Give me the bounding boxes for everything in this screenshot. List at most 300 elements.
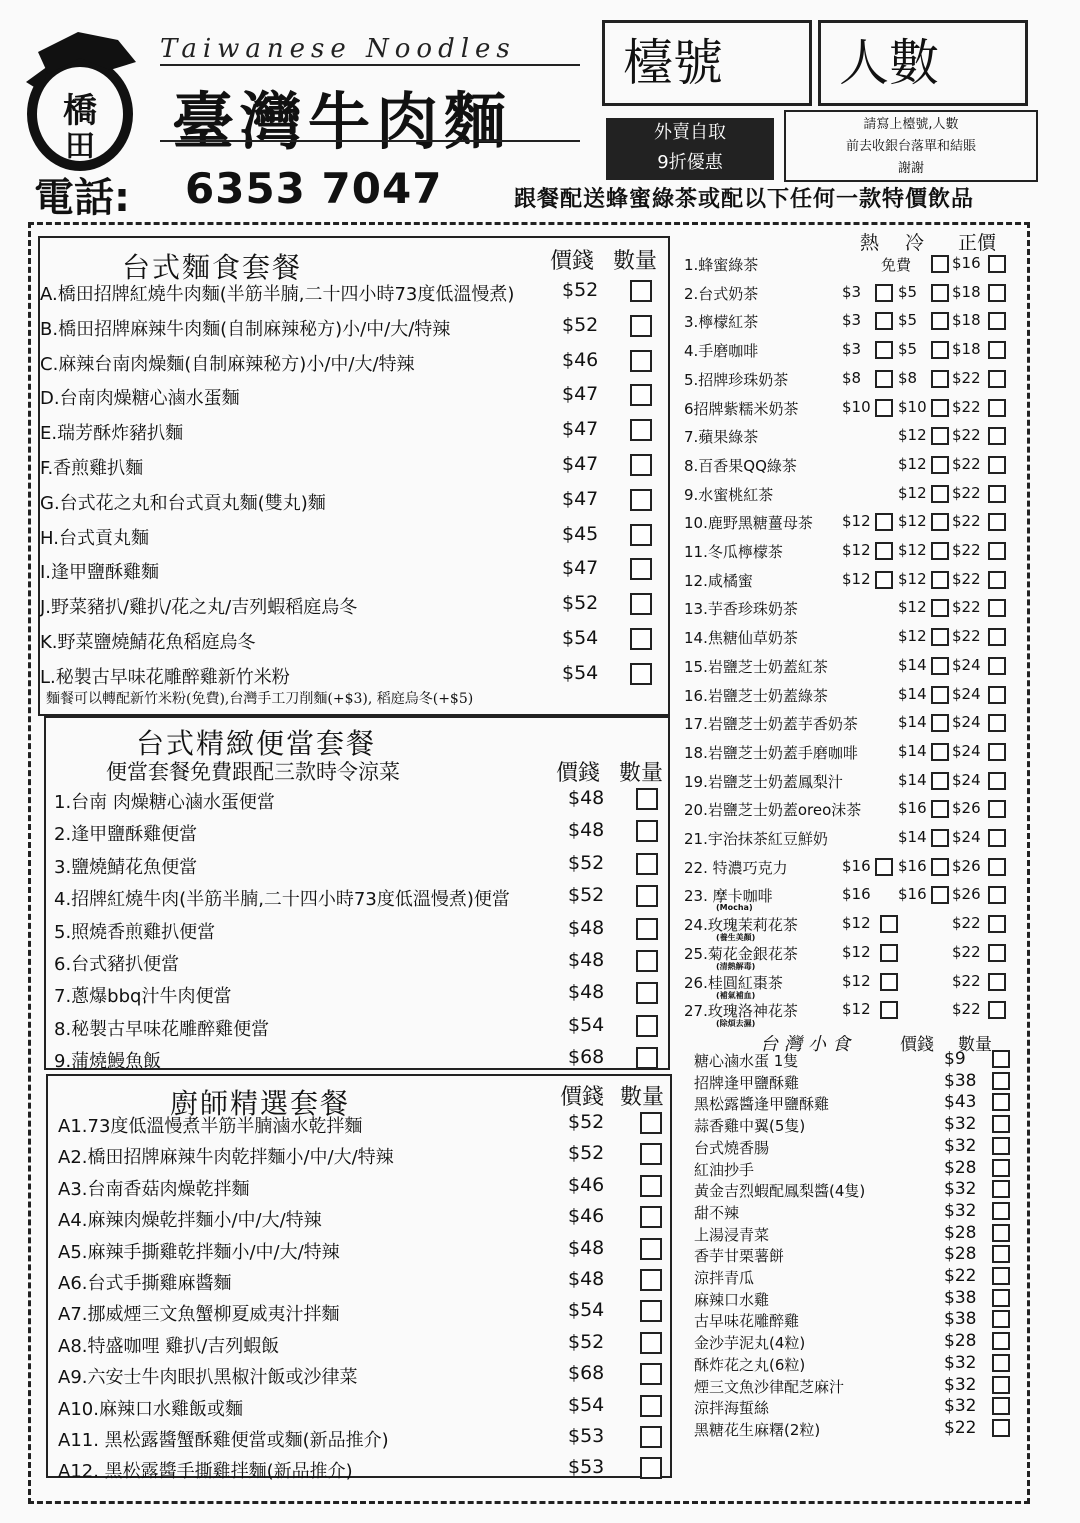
cold-checkbox[interactable] <box>931 399 949 417</box>
cold-checkbox[interactable] <box>931 513 949 531</box>
snack-price: $22 <box>944 1266 977 1286</box>
drink-hot-price: $3 <box>842 282 862 301</box>
drink-hot-price: $10 <box>842 397 871 416</box>
cold-checkbox[interactable] <box>931 542 949 560</box>
menu-item-name: K.野菜鹽燒鯖花魚稻庭烏冬 <box>40 632 256 653</box>
cold-checkbox[interactable] <box>931 886 949 904</box>
menu-item-name: A4.麻辣肉燥乾拌麵小/中/大/特辣 <box>58 1210 322 1232</box>
menu-item-name: I.逢甲鹽酥雞麵 <box>40 562 160 584</box>
drink-cold-price: $14 <box>898 741 927 760</box>
people-count-box[interactable]: 人數 <box>818 20 1028 106</box>
regular-checkbox[interactable] <box>988 599 1006 617</box>
drink-regular-price: $22 <box>952 1000 981 1019</box>
menu-item-price: $52 <box>562 592 599 615</box>
quantity-checkbox[interactable] <box>636 853 658 875</box>
quantity-checkbox[interactable] <box>636 1015 658 1037</box>
drink-cold-price: $14 <box>898 684 927 703</box>
menu-item-name: A8.特盛咖哩 雞扒/吉列蝦飯 <box>58 1335 280 1357</box>
snack-price: $32 <box>944 1396 977 1417</box>
cold-checkbox[interactable] <box>931 829 949 847</box>
cold-checkbox[interactable] <box>931 427 949 445</box>
quantity-checkbox[interactable] <box>630 315 652 337</box>
quantity-checkbox[interactable] <box>636 950 658 972</box>
menu-item-price: $54 <box>568 1013 605 1036</box>
quantity-checkbox[interactable] <box>636 788 658 810</box>
menu-item-price: $47 <box>562 453 599 475</box>
regular-checkbox[interactable] <box>988 255 1006 273</box>
hot-checkbox[interactable] <box>875 284 893 302</box>
snack-qty-checkbox[interactable] <box>992 1289 1010 1307</box>
hot-checkbox[interactable] <box>875 542 893 560</box>
drink-hot-price: $12 <box>842 541 871 559</box>
snack-name: 紅油抄手 <box>694 1160 755 1179</box>
regular-checkbox[interactable] <box>988 456 1006 474</box>
menu-item-name: B.橋田招牌麻辣牛肉麵(自制麻辣秘方)小/中/大/特辣 <box>40 318 451 340</box>
menu-item-price: $48 <box>568 916 605 939</box>
quantity-checkbox[interactable] <box>640 1395 662 1417</box>
quantity-checkbox[interactable] <box>640 1332 662 1354</box>
menu-item-price: $46 <box>568 1173 605 1196</box>
hot-checkbox[interactable] <box>875 341 893 359</box>
menu-item-price: $48 <box>568 787 605 809</box>
menu-item-name: A12. 黑松露醬手撕雞拌麵(新品推介) <box>58 1461 353 1483</box>
regular-checkbox[interactable] <box>988 858 1006 876</box>
drink-regular-price: $24 <box>952 828 981 846</box>
qty-header: 數量 <box>613 249 658 274</box>
menu-item-name: 9.蒲燒鰻魚飯 <box>54 1051 162 1073</box>
drink-hot-price: $16 <box>842 885 871 904</box>
regular-checkbox[interactable] <box>988 542 1006 560</box>
snack-name: 上湯浸青菜 <box>694 1225 770 1244</box>
menu-item-name: A2.橋田招牌麻辣牛肉乾拌麵小/中/大/特辣 <box>58 1147 394 1169</box>
menu-item-name: A9.六安士牛肉眼扒黑椒汁飯或沙律菜 <box>58 1367 358 1389</box>
takeout-discount-badge <box>606 118 774 180</box>
drink-cold-price: $16 <box>898 856 927 875</box>
menu-item-name: D.台南肉燥糖心滷水蛋麵 <box>40 388 240 410</box>
menu-item-price: $47 <box>562 418 599 441</box>
menu-item-name: 6.台式豬扒便當 <box>54 954 180 975</box>
snack-qty-checkbox[interactable] <box>992 1137 1010 1155</box>
qty-header: 數量 <box>619 761 664 786</box>
chinese-title: 臺灣牛肉麵 <box>172 85 513 158</box>
phone-label: 電話: <box>34 175 130 221</box>
drink-regular-price: $22 <box>952 569 981 588</box>
quantity-checkbox[interactable] <box>640 1112 662 1134</box>
drink-regular-price: $18 <box>952 340 981 359</box>
snack-qty-checkbox[interactable] <box>992 1159 1010 1177</box>
regular-checkbox[interactable] <box>988 944 1006 962</box>
hot-checkbox[interactable] <box>875 571 893 589</box>
menu-item-price: $47 <box>562 557 599 580</box>
quantity-checkbox[interactable] <box>640 1175 662 1197</box>
regular-price-header: 正價 <box>958 232 997 254</box>
snack-name: 糖心滷水蛋 1隻 <box>694 1052 799 1070</box>
drink-cold-price: $12 <box>898 541 927 559</box>
hot-checkbox[interactable] <box>880 944 898 962</box>
menu-item-name: 8.秘製古早味花雕醉雞便當 <box>54 1018 270 1040</box>
snack-name: 涼拌海蜇絲 <box>694 1399 770 1418</box>
cold-checkbox[interactable] <box>931 743 949 761</box>
quantity-checkbox[interactable] <box>630 558 652 580</box>
drink-regular-price: $24 <box>952 684 981 703</box>
drink-name: 9.水蜜桃紅茶 <box>684 485 774 504</box>
cold-checkbox[interactable] <box>931 284 949 302</box>
drink-regular-price: $24 <box>952 770 981 789</box>
regular-checkbox[interactable] <box>988 628 1006 646</box>
snack-price: $38 <box>944 1309 977 1330</box>
cold-checkbox[interactable] <box>931 599 949 617</box>
menu-item-name: 1.台南 肉燥糖心滷水蛋便當 <box>54 792 275 813</box>
menu-item-price: $68 <box>568 1362 605 1385</box>
menu-item-name: 7.蔥爆bbq汁牛肉便當 <box>54 986 232 1008</box>
menu-item-price: $46 <box>568 1205 605 1228</box>
quantity-checkbox[interactable] <box>636 885 658 907</box>
drink-name: 11.冬瓜檸檬茶 <box>684 543 783 561</box>
drink-name: 23. 摩卡咖啡 <box>684 887 773 906</box>
drink-cold-price: $12 <box>898 483 927 502</box>
drink-regular-price: $26 <box>952 856 981 875</box>
snack-qty-checkbox[interactable] <box>992 1224 1010 1242</box>
quantity-checkbox[interactable] <box>640 1300 662 1322</box>
snack-qty-checkbox[interactable] <box>992 1332 1010 1350</box>
drink-cold-price: $12 <box>898 512 927 531</box>
drink-hot-price: $3 <box>842 340 862 359</box>
drink-cold-price: $14 <box>898 713 927 732</box>
drink-name: 19.岩鹽芝士奶蓋鳳梨汁 <box>684 772 843 791</box>
menu-item-price: $48 <box>568 949 605 971</box>
menu-item-name: C.麻辣台南肉燥麵(自制麻辣秘方)小/中/大/特辣 <box>40 353 415 375</box>
drink-hot-price: $8 <box>842 368 862 387</box>
drink-regular-price: $26 <box>952 885 981 904</box>
snack-price: $9 <box>944 1049 966 1069</box>
drink-name: 24.玫瑰茉莉花茶 <box>684 916 798 935</box>
quantity-checkbox[interactable] <box>640 1457 662 1479</box>
regular-checkbox[interactable] <box>988 800 1006 818</box>
regular-checkbox[interactable] <box>988 427 1006 445</box>
regular-checkbox[interactable] <box>988 485 1006 503</box>
regular-checkbox[interactable] <box>988 341 1006 359</box>
cold-checkbox[interactable] <box>931 657 949 675</box>
menu-item-price: $54 <box>562 627 599 649</box>
hot-checkbox[interactable] <box>875 312 893 330</box>
menu-item-price: $47 <box>562 383 599 406</box>
title-rule-top <box>160 64 580 66</box>
snack-name: 古早味花雕醉雞 <box>694 1312 800 1331</box>
snack-price: $32 <box>944 1135 977 1156</box>
drink-name: 13.芋香珍珠奶茶 <box>684 600 798 619</box>
drink-regular-price: $22 <box>952 426 981 445</box>
qty-header: 數量 <box>620 1085 665 1110</box>
cold-checkbox[interactable] <box>931 456 949 474</box>
snack-price: $28 <box>944 1222 977 1243</box>
snack-qty-checkbox[interactable] <box>992 1093 1010 1111</box>
drink-name: 15.岩鹽芝士奶蓋紅茶 <box>684 657 828 676</box>
regular-checkbox[interactable] <box>988 312 1006 330</box>
noodle-swap-note: 麵餐可以轉配新竹米粉(免費),台灣手工刀削麵(+$3), 稻庭烏冬(+$5) <box>46 691 474 707</box>
snack-price: $38 <box>944 1070 977 1091</box>
regular-checkbox[interactable] <box>988 399 1006 417</box>
snack-price: $32 <box>944 1352 977 1373</box>
chef-set-section <box>46 1074 672 1483</box>
cold-checkbox[interactable] <box>931 370 949 388</box>
regular-checkbox[interactable] <box>988 772 1006 790</box>
drink-regular-price: $22 <box>952 483 981 502</box>
snack-qty-checkbox[interactable] <box>992 1245 1010 1263</box>
section-title: 台式精緻便當套餐 <box>136 727 377 760</box>
quantity-checkbox[interactable] <box>640 1206 662 1228</box>
drink-name: 17.岩鹽芝士奶蓋芋香奶茶 <box>684 715 858 734</box>
snack-qty-checkbox[interactable] <box>992 1072 1010 1090</box>
svg-text:橋: 橋 <box>63 91 97 131</box>
drink-name: 18.岩鹽芝士奶蓋手磨咖啡 <box>684 743 858 762</box>
drink-hot-price: $12 <box>842 942 871 961</box>
drink-regular-price: $22 <box>952 512 981 531</box>
menu-item-name: 4.招牌紅燒牛肉(半筋半腩,二十四小時73度低溫慢煮)便當 <box>54 889 510 911</box>
snack-qty-checkbox[interactable] <box>992 1376 1010 1394</box>
snack-name: 黃金吉烈蝦配鳳梨醬(4隻) <box>694 1182 866 1201</box>
drink-name: 12.咸橘蜜 <box>684 571 753 590</box>
menu-item-name: G.台式花之丸和台式貢丸麵(雙丸)麵 <box>40 492 326 514</box>
cold-checkbox[interactable] <box>931 312 949 330</box>
snack-name: 黑松露醬逢甲鹽酥雞 <box>694 1095 830 1114</box>
section-title: 台式麵食套餐 <box>122 251 303 284</box>
quantity-checkbox[interactable] <box>640 1363 662 1385</box>
drink-name: 3.檸檬紅茶 <box>684 313 759 332</box>
hot-checkbox[interactable] <box>880 973 898 991</box>
cold-checkbox[interactable] <box>931 686 949 704</box>
menu-item-name: A.橋田招牌紅燒牛肉麵(半筋半腩,二十四小時73度低溫慢煮) <box>40 284 515 305</box>
snack-name: 黑糖花生麻糬(2粒) <box>694 1420 821 1439</box>
quantity-checkbox[interactable] <box>630 489 652 511</box>
menu-item-name: A1.73度低溫慢煮半筋半腩滷水乾拌麵 <box>58 1116 363 1137</box>
drink-cold-price: $5 <box>898 282 918 301</box>
menu-item-price: $52 <box>568 1330 605 1353</box>
quantity-checkbox[interactable] <box>636 918 658 940</box>
snack-price: $28 <box>944 1157 977 1178</box>
snack-qty-checkbox[interactable] <box>992 1202 1010 1220</box>
regular-checkbox[interactable] <box>988 743 1006 761</box>
hot-checkbox[interactable] <box>875 513 893 531</box>
regular-checkbox[interactable] <box>988 1001 1006 1019</box>
snack-name: 香芋甘栗薯餅 <box>694 1247 785 1266</box>
drink-name: 7.蘋果綠茶 <box>684 428 759 447</box>
quantity-checkbox[interactable] <box>630 280 652 302</box>
drink-cold-price: $12 <box>898 454 927 473</box>
drink-cold-price: $12 <box>898 627 927 646</box>
drink-name: 22. 特濃巧克力 <box>684 858 788 877</box>
order-instructions <box>784 110 1038 182</box>
regular-checkbox[interactable] <box>988 657 1006 675</box>
snack-price: $28 <box>944 1244 977 1265</box>
menu-item-price: $54 <box>568 1393 605 1416</box>
snack-qty-checkbox[interactable] <box>992 1050 1010 1068</box>
menu-item-name: A11. 黑松露醬蟹酥雞便當或麵(新品推介) <box>58 1430 389 1451</box>
snack-qty-checkbox[interactable] <box>992 1310 1010 1328</box>
quantity-checkbox[interactable] <box>640 1426 662 1448</box>
drink-cold-price: $16 <box>898 885 927 904</box>
menu-item-price: $48 <box>568 981 605 1004</box>
bento-set-section <box>44 716 670 1073</box>
drink-regular-price: $18 <box>952 311 981 330</box>
cold-checkbox[interactable] <box>931 714 949 732</box>
snack-qty-checkbox[interactable] <box>992 1115 1010 1133</box>
snack-price: $22 <box>944 1417 977 1438</box>
snack-name: 甜不辣 <box>694 1203 740 1222</box>
drink-regular-price: $22 <box>952 627 981 646</box>
phone-number: 6353 7047 <box>185 164 443 213</box>
drink-regular-price: $18 <box>952 282 981 301</box>
menu-item-name: J.野菜豬扒/雞扒/花之丸/吉列蝦稻庭烏冬 <box>40 597 358 619</box>
drink-cold-price: $14 <box>898 828 927 846</box>
drink-subnote: (除煩去濕) <box>716 1019 756 1029</box>
drink-hot-price: $3 <box>842 311 862 330</box>
quantity-checkbox[interactable] <box>630 384 652 406</box>
menu-item-name: F.香煎雞扒麵 <box>40 458 144 479</box>
hot-checkbox[interactable] <box>880 1001 898 1019</box>
quantity-checkbox[interactable] <box>630 350 652 372</box>
regular-checkbox[interactable] <box>988 886 1006 904</box>
menu-item-name: 2.逢甲鹽酥雞便當 <box>54 824 198 846</box>
drink-regular-price: $22 <box>952 454 981 473</box>
menu-item-price: $54 <box>568 1299 605 1322</box>
snack-name: 酥炸花之丸(6粒) <box>694 1355 806 1374</box>
drink-subnote: (養生美顏) <box>716 933 756 943</box>
quantity-checkbox[interactable] <box>630 524 652 546</box>
quantity-checkbox[interactable] <box>630 419 652 441</box>
drink-cold-price: $10 <box>898 397 927 416</box>
english-title: Taiwanese Noodles <box>160 34 516 64</box>
menu-item-price: $53 <box>568 1456 605 1479</box>
regular-checkbox[interactable] <box>988 973 1006 991</box>
drink-hot-price: $12 <box>842 971 871 990</box>
hot-checkbox[interactable] <box>875 858 893 876</box>
drink-offer-banner: 跟餐配送蜂蜜綠茶或配以下任何一款特價飲品 <box>514 187 975 212</box>
drink-hot-price: $12 <box>842 569 871 588</box>
drink-name: 1.蜂蜜綠茶 <box>684 256 759 274</box>
quantity-checkbox[interactable] <box>636 982 658 1004</box>
snack-qty-checkbox[interactable] <box>992 1354 1010 1372</box>
quantity-checkbox[interactable] <box>630 593 652 615</box>
regular-checkbox[interactable] <box>988 370 1006 388</box>
cold-checkbox[interactable] <box>931 800 949 818</box>
menu-item-name: H.台式貢丸麵 <box>40 527 149 549</box>
drink-regular-price: $24 <box>952 741 981 760</box>
regular-checkbox[interactable] <box>988 571 1006 589</box>
regular-checkbox[interactable] <box>988 915 1006 933</box>
drink-name: 21.宇治抹茶紅豆鮮奶 <box>684 830 828 848</box>
menu-item-name: E.瑞芳酥炸豬扒麵 <box>40 423 184 445</box>
regular-checkbox[interactable] <box>988 829 1006 847</box>
price-header: 價錢 <box>560 1085 605 1110</box>
drink-cold-price: $12 <box>898 598 927 617</box>
snack-price: $32 <box>944 1179 977 1200</box>
quantity-checkbox[interactable] <box>636 820 658 842</box>
drink-regular-price: $16 <box>952 254 981 272</box>
drink-hot-price: $16 <box>842 856 871 875</box>
cold-checkbox[interactable] <box>931 255 949 273</box>
quantity-checkbox[interactable] <box>640 1238 662 1260</box>
snack-name: 金沙芋泥丸(4粒) <box>694 1334 806 1353</box>
drink-name: 4.手磨咖啡 <box>684 342 759 361</box>
menu-item-price: $48 <box>568 819 605 842</box>
cold-checkbox[interactable] <box>931 571 949 589</box>
snack-name: 麻辣口水雞 <box>694 1290 770 1309</box>
cold-checkbox[interactable] <box>931 628 949 646</box>
regular-checkbox[interactable] <box>988 714 1006 732</box>
snack-qty-header: 數量 <box>958 1035 992 1055</box>
menu-item-name: A7.挪威煙三文魚蟹柳夏威夷汁拌麵 <box>58 1304 340 1326</box>
cold-checkbox[interactable] <box>931 485 949 503</box>
regular-checkbox[interactable] <box>988 284 1006 302</box>
table-number-box[interactable]: 檯號 <box>602 20 812 106</box>
menu-item-name: L.秘製古早味花雕醉雞新竹米粉 <box>40 666 290 688</box>
takeout-line-2: 9折優惠 <box>657 152 723 173</box>
cold-checkbox[interactable] <box>931 772 949 790</box>
snack-name: 蒜香雞中翼(5隻) <box>694 1117 806 1136</box>
notice-line-3: 謝謝 <box>897 161 924 176</box>
regular-checkbox[interactable] <box>988 686 1006 704</box>
hot-checkbox[interactable] <box>875 399 893 417</box>
drink-cold-price: $5 <box>898 340 918 359</box>
snack-qty-checkbox[interactable] <box>992 1180 1010 1198</box>
quantity-checkbox[interactable] <box>630 454 652 476</box>
menu-item-price: $52 <box>568 884 605 907</box>
snacks-title: 台灣小食 <box>760 1034 856 1055</box>
quantity-checkbox[interactable] <box>640 1269 662 1291</box>
drink-name: 26.桂圓紅棗茶 <box>684 973 783 992</box>
drink-regular-price: $26 <box>952 799 981 818</box>
snack-price: $28 <box>944 1331 977 1352</box>
cold-checkbox[interactable] <box>931 858 949 876</box>
menu-item-price: $54 <box>562 661 599 684</box>
quantity-checkbox[interactable] <box>630 628 652 650</box>
drink-regular-price: $22 <box>952 541 981 559</box>
menu-item-name: A10.麻辣口水雞飯或麵 <box>58 1398 243 1420</box>
hot-checkbox[interactable] <box>880 915 898 933</box>
hot-checkbox[interactable] <box>875 370 893 388</box>
regular-checkbox[interactable] <box>988 513 1006 531</box>
snack-name: 招牌逢甲鹽酥雞 <box>694 1073 800 1092</box>
quantity-checkbox[interactable] <box>630 663 652 685</box>
menu-item-price: $53 <box>568 1425 605 1447</box>
drink-name: 6招牌紫糯米奶茶 <box>684 399 799 418</box>
snack-qty-checkbox[interactable] <box>992 1419 1010 1437</box>
menu-item-price: $52 <box>562 313 599 336</box>
menu-item-price: $45 <box>562 522 599 545</box>
drink-hot-price: $12 <box>842 512 871 531</box>
quantity-checkbox[interactable] <box>636 1047 658 1069</box>
drink-cold-price: $8 <box>898 368 918 387</box>
snack-qty-checkbox[interactable] <box>992 1267 1010 1285</box>
notice-line-1: 請寫上檯號,人數 <box>863 117 959 132</box>
drink-name: 16.岩鹽芝士奶蓋綠茶 <box>684 686 828 705</box>
drink-cold-price: $12 <box>898 569 927 588</box>
drink-regular-price: $22 <box>952 598 981 617</box>
drink-regular-price: $22 <box>952 397 981 416</box>
quantity-checkbox[interactable] <box>640 1143 662 1165</box>
drink-name: 10.鹿野黑糖薑母茶 <box>684 514 813 533</box>
cold-checkbox[interactable] <box>931 341 949 359</box>
drink-name: 27.玫瑰洛神花茶 <box>684 1002 798 1021</box>
menu-item-price: $46 <box>562 348 599 371</box>
snack-price: $32 <box>944 1374 977 1395</box>
drink-name: 20.岩鹽芝士奶蓋oreo沬茶 <box>684 801 862 820</box>
menu-item-name: A3.台南香菇肉燥乾拌麵 <box>58 1178 250 1200</box>
snack-qty-checkbox[interactable] <box>992 1397 1010 1415</box>
drink-name: 5.招牌珍珠奶茶 <box>684 370 789 389</box>
svg-text:田: 田 <box>65 129 95 164</box>
menu-item-price: $52 <box>568 1142 605 1165</box>
